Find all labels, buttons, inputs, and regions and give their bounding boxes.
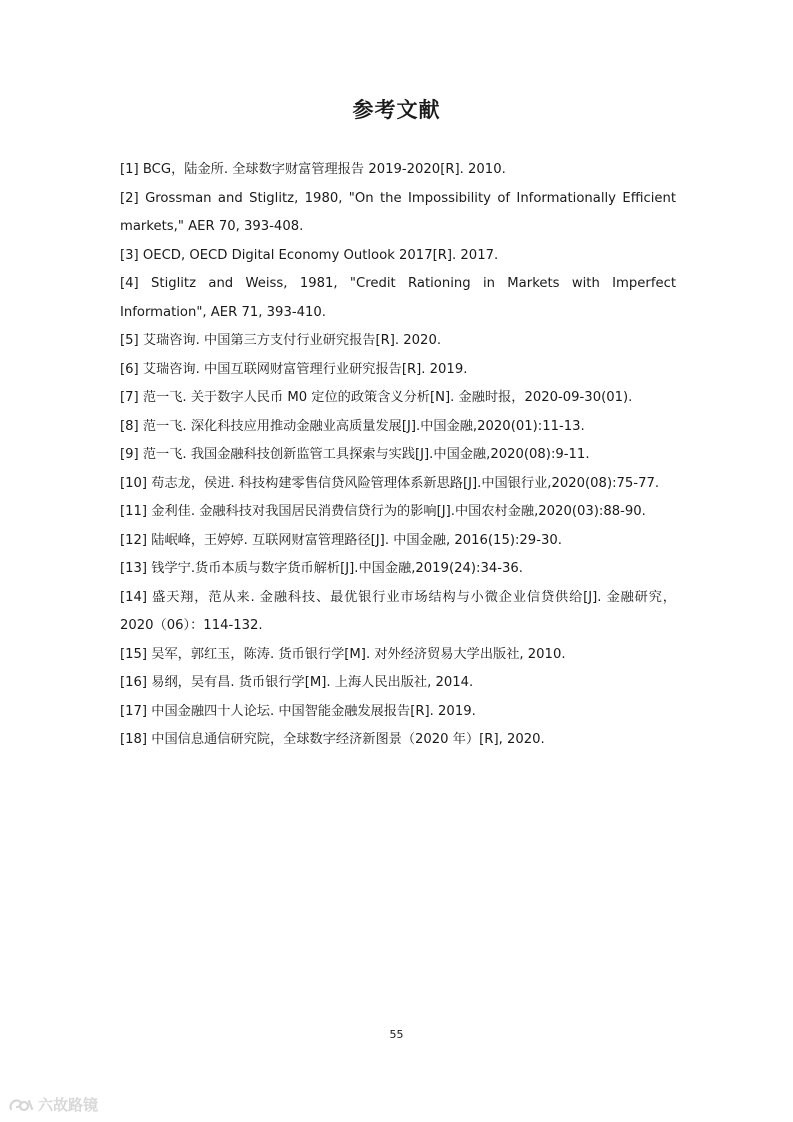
reference-item: [16] 易纲，吴有昌. 货币银行学[M]. 上海人民出版社, 2014.	[120, 675, 474, 690]
reference-item: [9] 范一飞. 我国金融科技创新监管工具探索与实践[J].中国金融,2020(08):9-11.	[120, 447, 590, 462]
logo-icon	[8, 1097, 34, 1113]
reference-item: [14] 盛天翔，范从来. 金融科技、最优银行业市场结构与小微企业信贷供给[J]. 金融研究，2020（06）：114-132.	[120, 589, 676, 633]
reference-item: [8] 范一飞. 深化科技应用推动金融业高质量发展[J].中国金融,2020(01):11-13.	[120, 418, 585, 434]
watermark	[8, 1094, 98, 1115]
reference-item: [11] 金利佳. 金融科技对我国居民消费信贷行为的影响[J].中国农村金融,2020(03):88-90.	[120, 504, 646, 519]
reference-item: [17] 中国金融四十人论坛. 中国智能金融发展报告[R]. 2019.	[120, 703, 476, 719]
reference-item: [13] 钱学宁.货币本质与数字货币解析[J].中国金融,2019(24):34-36.	[120, 561, 523, 576]
page-title: 参考文献	[352, 98, 441, 122]
reference-item: [18] 中国信息通信研究院，全球数字经济新图景（2020 年）[R], 2020.	[120, 732, 545, 747]
reference-list	[120, 156, 676, 755]
watermark-text: 六故路镜	[38, 1096, 99, 1114]
reference-item: [4] Stiglitz and Weiss, 1981, "Credit Rationing in Markets with Imperfect Information", AER 71, 393-410.	[120, 276, 676, 320]
reference-item: [15] 吴军，郭红玉，陈涛. 货币银行学[M]. 对外经济贸易大学出版社, 2010.	[120, 646, 566, 662]
reference-item: [2] Grossman and Stiglitz, 1980, "On the Impossibility of Informationally Efficient markets," AER 70, 393-408.	[120, 190, 676, 234]
reference-item: [3] OECD, OECD Digital Economy Outlook 2017[R]. 2017.	[120, 247, 499, 263]
reference-item: [5] 艾瑞咨询. 中国第三方支付行业研究报告[R]. 2020.	[120, 333, 442, 348]
reference-item: [10] 苟志龙，侯进. 科技构建零售信贷风险管理体系新思路[J].中国银行业,2020(08):75-77.	[120, 475, 660, 491]
reference-item: [7] 范一飞. 关于数字人民币 M0 定位的政策含义分析[N]. 金融时报，2020-09-30(01).	[120, 390, 633, 405]
reference-item: [1] BCG，陆金所. 全球数字财富管理报告 2019-2020[R]. 2010.	[120, 162, 506, 177]
reference-item: [12] 陆岷峰，王婷婷. 互联网财富管理路径[J]. 中国金融, 2016(15):29-30.	[120, 532, 562, 548]
page-number: 55	[389, 1028, 404, 1041]
reference-item: [6] 艾瑞咨询. 中国互联网财富管理行业研究报告[R]. 2019.	[120, 361, 468, 377]
